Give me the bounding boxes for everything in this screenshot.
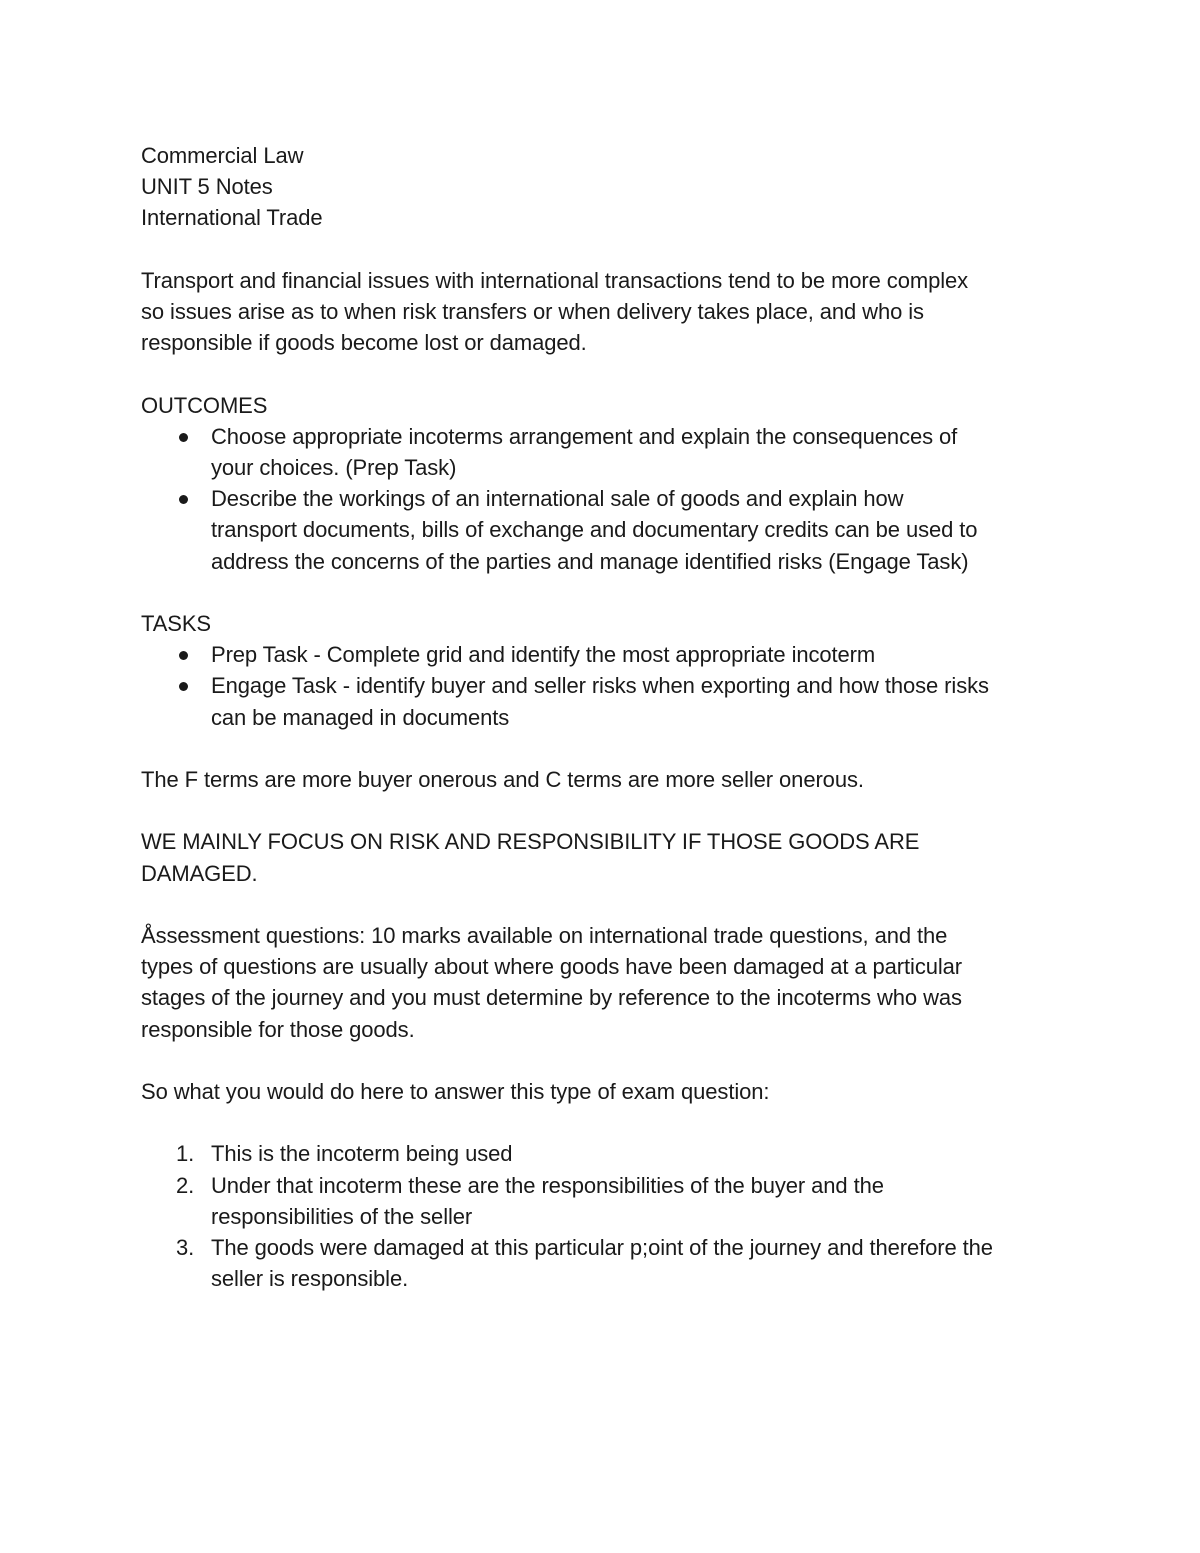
outcome-item [141, 421, 1081, 483]
assessment-paragraph [141, 920, 1081, 1045]
intro-line: responsible if goods become lost or damaged. [141, 330, 587, 356]
outcome-item [141, 483, 1081, 577]
step-number: 1. [176, 1141, 195, 1167]
step-line: seller is responsible. [211, 1266, 409, 1292]
focus-note [141, 826, 1081, 888]
document-page [141, 140, 1081, 1294]
step-number: 2. [176, 1172, 195, 1198]
step-item [141, 1232, 1081, 1294]
spacer [141, 358, 1081, 389]
bullet-icon [179, 682, 188, 691]
course-title: Commercial Law [141, 143, 304, 168]
outcome-line: address the concerns of the parties and manage identified risks (Engage Task) [211, 548, 969, 574]
tasks-heading: TASKS [141, 611, 212, 636]
outcome-line: your choices. (Prep Task) [211, 455, 457, 480]
spacer [141, 889, 1081, 920]
steps-list [141, 1138, 1081, 1294]
task-item [141, 639, 1081, 670]
topic-title: International Trade [141, 205, 323, 231]
assessment-line: types of questions are usually about where goods have been damaged at a particular [141, 954, 963, 980]
assessment-line: stages of the journey and you must determine by reference to the incoterms who was [141, 985, 962, 1011]
bullet-icon [179, 651, 188, 660]
f-terms-note: The F terms are more buyer onerous and C terms are more seller onerous. [141, 767, 864, 792]
answer-intro: So what you would do here to answer this type of exam question: [141, 1078, 770, 1104]
step-line: Under that incoterm these are the responsibilities of the buyer and the [211, 1172, 884, 1198]
bullet-icon [179, 433, 188, 442]
task-line: Engage Task - identify buyer and seller risks when exporting and how those risks [211, 673, 989, 699]
task-item [141, 670, 1081, 732]
step-item [141, 1170, 1081, 1232]
focus-line: DAMAGED. [141, 860, 258, 886]
outcome-line: transport documents, bills of exchange and documentary credits can be used to [211, 517, 978, 543]
spacer [141, 1045, 1081, 1076]
spacer [141, 577, 1081, 608]
step-number: 3. [176, 1234, 195, 1260]
intro-line: Transport and financial issues with international transactions tend to be more complex [141, 267, 969, 293]
focus-line: WE MAINLY FOCUS ON RISK AND RESPONSIBILITY IF THOSE GOODS ARE [141, 829, 920, 855]
step-line: The goods were damaged at this particular p;oint of the journey and therefore the [211, 1234, 993, 1260]
intro-paragraph [141, 265, 1081, 359]
spacer [141, 795, 1081, 826]
task-line: Prep Task - Complete grid and identify the most appropriate incoterm [211, 642, 876, 668]
spacer [141, 733, 1081, 764]
tasks-list [141, 639, 1081, 733]
outcome-line: Describe the workings of an international sale of goods and explain how [211, 486, 904, 512]
outcomes-list [141, 421, 1081, 577]
step-line: responsibilities of the seller [211, 1203, 473, 1229]
bullet-icon [179, 495, 188, 504]
step-line: This is the incoterm being used [211, 1141, 513, 1167]
outcome-line: Choose appropriate incoterms arrangement and explain the consequences of [211, 423, 958, 449]
unit-title: UNIT 5 Notes [141, 174, 273, 200]
outcomes-heading: OUTCOMES [141, 392, 268, 418]
assessment-line: responsible for those goods. [141, 1016, 415, 1042]
spacer [141, 1107, 1081, 1138]
assessment-line: Åssessment questions: 10 marks available on international trade questions, and the [141, 922, 948, 948]
spacer [141, 234, 1081, 265]
task-line: can be managed in documents [211, 704, 510, 730]
step-item [141, 1138, 1081, 1169]
intro-line: so issues arise as to when risk transfers or when delivery takes place, and who is [141, 299, 924, 324]
